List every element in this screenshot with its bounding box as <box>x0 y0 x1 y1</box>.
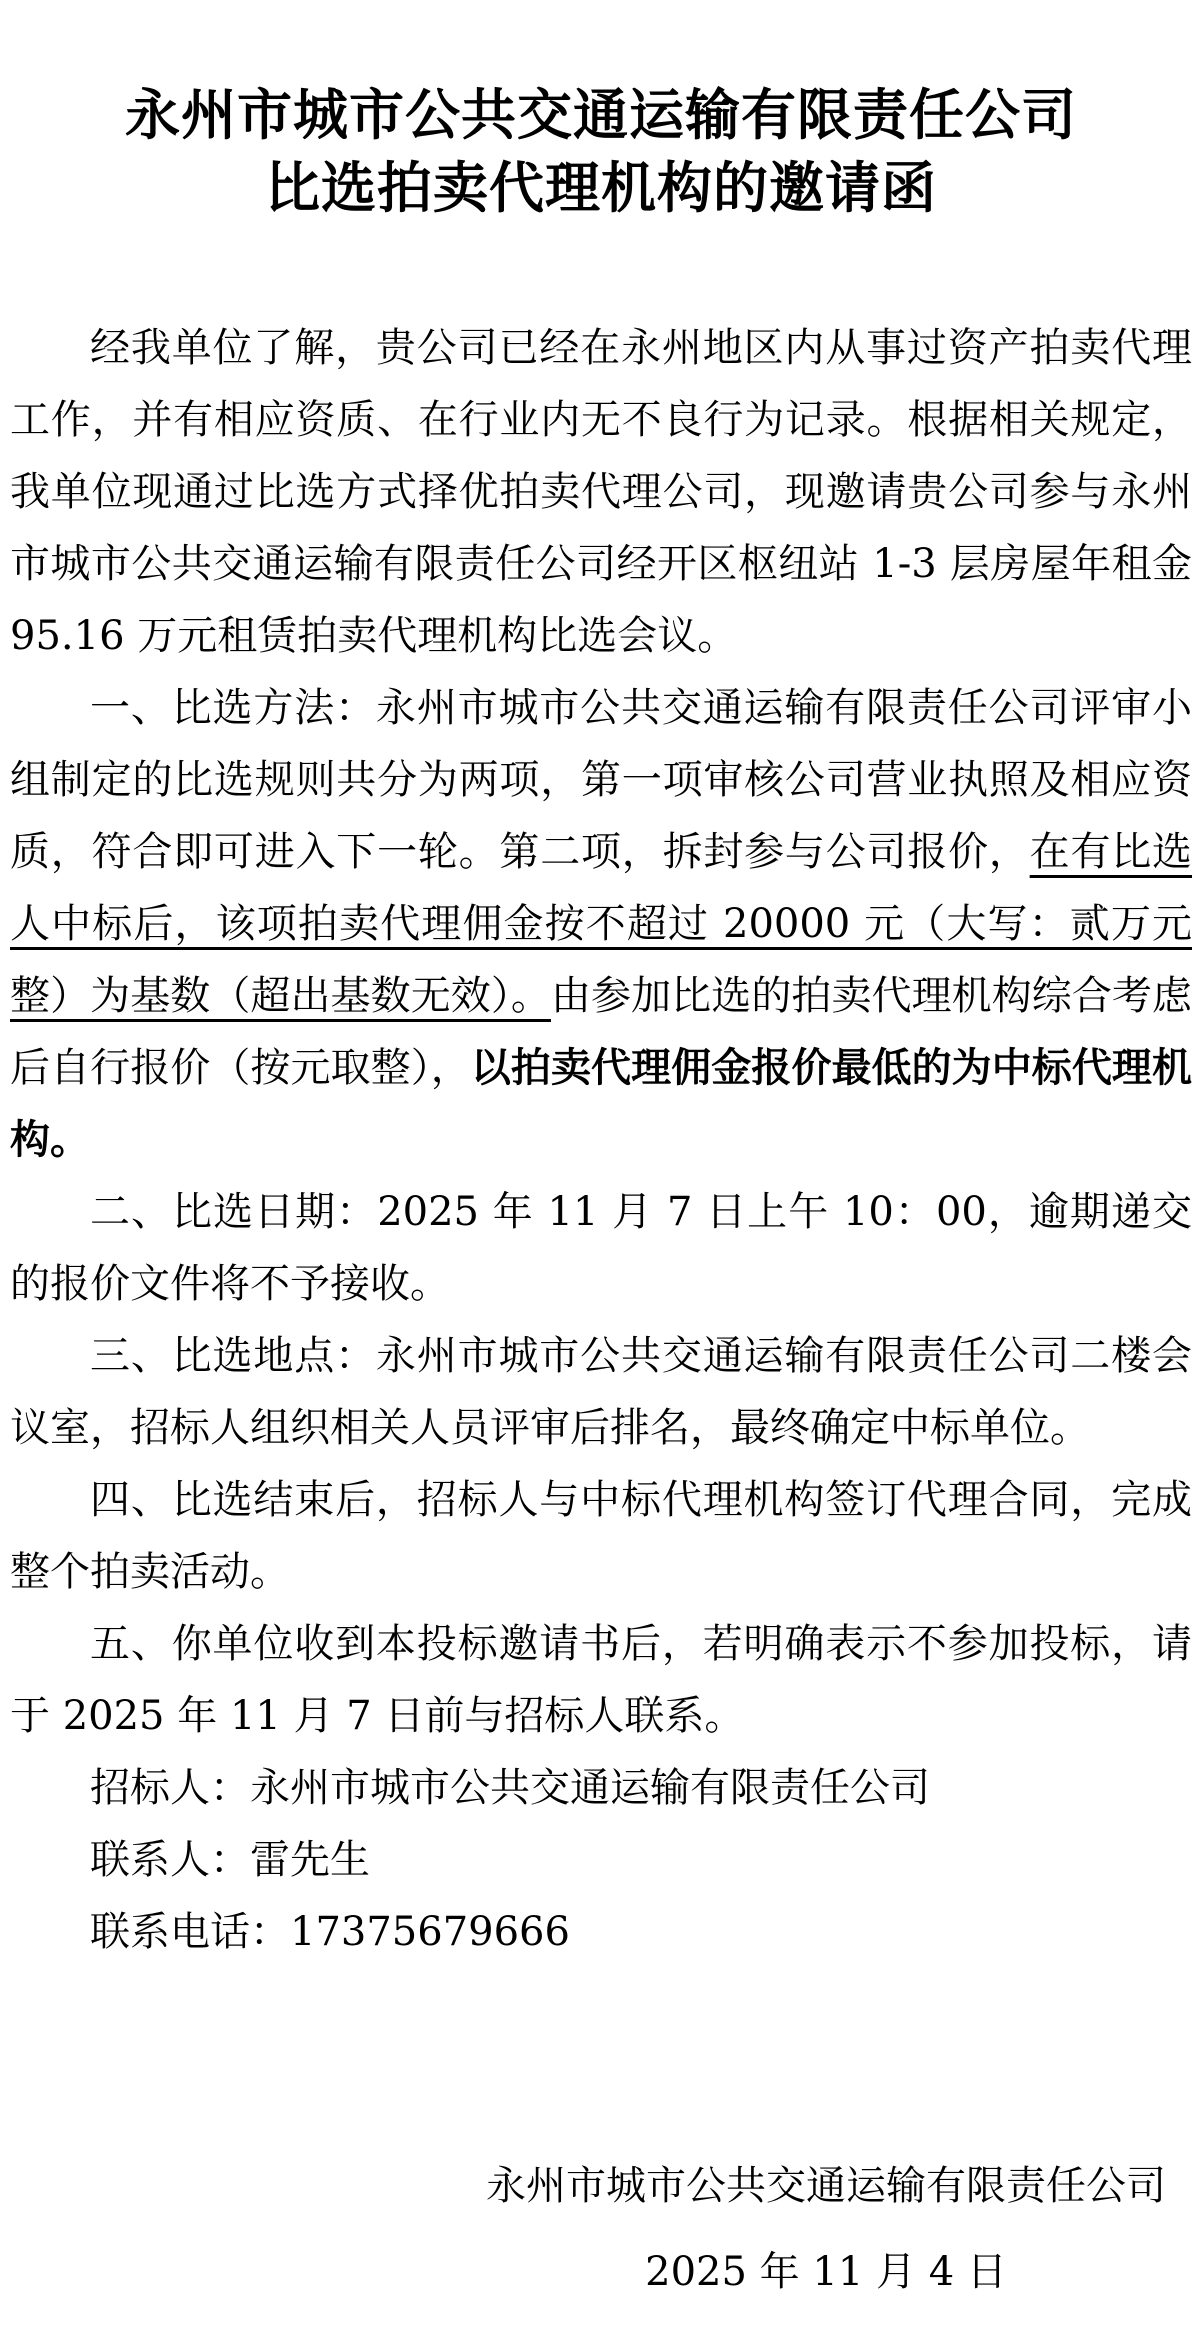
paragraph-item3-location: 三、比选地点：永州市城市公共交通运输有限责任公司二楼会议室，招标人组织相关人员评审后排名，最终确定中标单位。 <box>10 1333 1192 1451</box>
document-title <box>10 78 1192 224</box>
signature-block <box>10 2150 1192 2308</box>
signature-company: 永州市城市公共交通运输有限责任公司 <box>486 2163 1166 2209</box>
document-title-line1: 永州市城市公共交通运输有限责任公司 <box>124 82 1077 147</box>
document-title-line2: 比选拍卖代理机构的邀请函 <box>264 155 937 220</box>
signature-inner <box>486 2150 1166 2308</box>
paragraph-intro: 经我单位了解，贵公司已经在永州地区内从事过资产拍卖代理工作，并有相应资质、在行业内无不良行为记录。根据相关规定，我单位现通过比选方式择优拍卖代理公司，现邀请贵公司参与永州市城市公共交通运输有限责任公司经开区枢纽站 1-3 层房屋年租金 95.16 万元租赁拍卖代理机构比选会议。 <box>10 325 1192 659</box>
tenderer-line: 招标人：永州市城市公共交通运输有限责任公司 <box>90 1765 930 1811</box>
item1-text-bold: 以拍卖代理佣金报价最低的为中标代理机构。 <box>10 1044 1193 1163</box>
item1-text-normal1: 一、比选方法：永州市城市公共交通运输有限责任公司评审小组制定的比选规则共分为两项，第一项审核公司营业执照及相应资质，符合即可进入下一轮。第二项，拆封参与公司报价， <box>10 685 1192 875</box>
paragraph-item5-decline: 五、你单位收到本投标邀请书后，若明确表示不参加投标，请于 2025 年 11 月 7 日前与招标人联系。 <box>10 1621 1192 1739</box>
contact-person-line: 联系人：雷先生 <box>90 1837 370 1883</box>
item1-text-normal2: 由参加比选的拍卖代理机构综合考虑后自行报价（按元取整）， <box>10 973 1193 1091</box>
signature-date: 2025 年 11 月 4 日 <box>645 2249 1007 2295</box>
paragraph-item1 <box>10 672 1192 1176</box>
paragraph-item2-date: 二、比选日期：2025 年 11 月 7 日上午 10：00，逾期递交的报价文件将不予接收。 <box>10 1189 1192 1307</box>
item1-text-underlined: 在有比选人中标后，该项拍卖代理佣金按不超过 20000 元（大写：贰万元整）为基数（超出基数无效）。 <box>10 829 1193 1019</box>
document-body <box>10 312 1192 1968</box>
contact-phone-line: 联系电话：17375679666 <box>90 1909 570 1955</box>
paragraph-item4-contract: 四、比选结束后，招标人与中标代理机构签订代理合同，完成整个拍卖活动。 <box>10 1477 1192 1595</box>
